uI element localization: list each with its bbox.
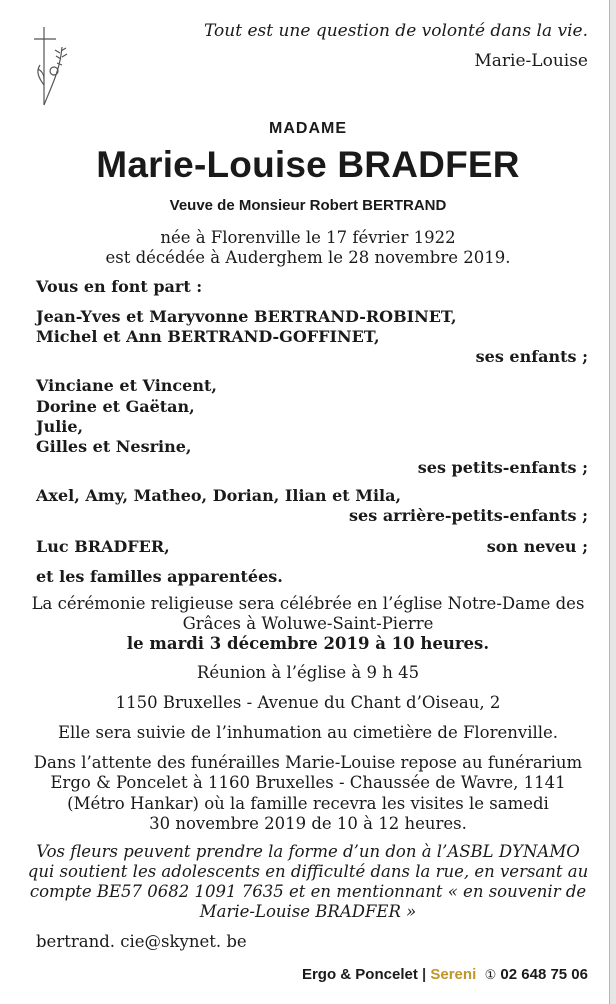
grandchildren-line: Vinciane et Vincent,: [36, 376, 217, 395]
address-line: 1150 Bruxelles - Avenue du Chant d’Oiseau, 2: [115, 693, 501, 712]
greatgrandchildren-role: ses arrière-petits-enfants ;: [349, 506, 588, 525]
nephew-name: Luc BRADFER,: [36, 537, 170, 556]
funerarium-line: 30 novembre 2019 de 10 à 12 heures.: [149, 814, 467, 833]
deceased-name: Marie-Louise BRADFER: [96, 144, 520, 185]
ceremony-line: La cérémonie religieuse sera célébrée en l’église Notre-Dame des: [31, 594, 585, 613]
contact-email: bertrand. cie@skynet. be: [36, 932, 247, 951]
children-line: Michel et Ann BERTRAND-GOFFINET,: [36, 327, 380, 346]
greatgrandchildren-line: Axel, Amy, Matheo, Dorian, Ilian et Mila,: [36, 486, 402, 505]
death-line: est décédée à Auderghem le 28 novembre 2019.: [105, 248, 511, 267]
flowers-line: compte BE57 0682 1091 7635 et en mentionnant « en souvenir de: [29, 882, 587, 901]
grandchildren-line: Gilles et Nesrine,: [36, 437, 192, 456]
phone-number: 02 648 75 06: [500, 966, 588, 983]
brand-sereni: Sereni: [430, 966, 477, 983]
epigraph-quote: Tout est une question de volonté dans la vie.: [204, 21, 588, 41]
deceased-title: MADAME: [269, 120, 347, 137]
children-role: ses enfants ;: [475, 347, 588, 366]
funerarium-line: Dans l’attente des funérailles Marie-Louise repose au funérarium: [33, 753, 583, 772]
funerarium-line: Ergo & Poncelet à 1160 Bruxelles - Chaussée de Wavre, 1141: [50, 773, 566, 792]
epigraph-author: Marie-Louise: [474, 51, 588, 71]
brand-separator: |: [422, 966, 427, 983]
grandchildren-role: ses petits-enfants ;: [417, 458, 588, 477]
brand-name: Ergo & Poncelet: [301, 966, 418, 983]
nephew-role: son neveu ;: [486, 537, 588, 556]
announce-heading: Vous en font part :: [36, 277, 203, 296]
widow-of: Veuve de Monsieur Robert BERTRAND: [169, 197, 447, 214]
flowers-line: Vos fleurs peuvent prendre la forme d’un don à l’ASBL DYNAMO: [36, 842, 580, 861]
grandchildren-line: Dorine et Gaëtan,: [36, 397, 195, 416]
cross-with-wheat-icon: [30, 25, 70, 110]
funerarium-line: (Métro Hankar) où la famille recevra les visites le samedi: [67, 794, 549, 813]
ceremony-line: Grâces à Woluwe-Saint-Pierre: [182, 614, 434, 633]
funeral-home-footer: [302, 966, 588, 983]
flowers-line: qui soutient les adolescents en difficulté dans la rue, en versant au: [27, 862, 589, 881]
flowers-line: Marie-Louise BRADFER »: [199, 902, 417, 921]
grandchildren-line: Julie,: [36, 417, 84, 436]
families-line: et les familles apparentées.: [36, 567, 283, 586]
reunion-line: Réunion à l’église à 9 h 45: [196, 663, 420, 682]
ceremony-date: le mardi 3 décembre 2019 à 10 heures.: [126, 634, 490, 653]
burial-line: Elle sera suivie de l’inhumation au cimetière de Florenville.: [57, 723, 559, 742]
birth-line: née à Florenville le 17 février 1922: [160, 228, 456, 247]
phone-icon: ①: [484, 967, 497, 982]
children-line: Jean-Yves et Maryvonne BERTRAND-ROBINET,: [36, 307, 457, 326]
